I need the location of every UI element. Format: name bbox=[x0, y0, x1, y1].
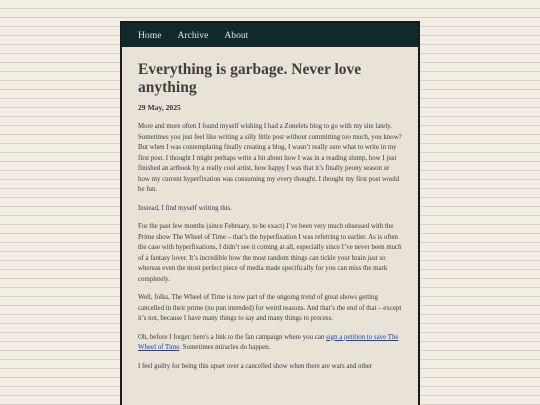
post-paragraph-3-text-a: For the past few months (since February, to be exact) I’ve been very much obsessed with the Prime show The Wheel of Time – that’s the hyperfixation I was referring to earlier. As is often the case with hyperfixations, I didn’t see it coming at all, especially since I’ve never been much of a fantasy lover. It’s incredible how the most random things can tickle your brain bbox=[138, 223, 402, 262]
nav-home-link[interactable]: Home bbox=[138, 29, 162, 41]
post-paragraph-3-text-b: whereas even the most perfect piece of media made specifically for you can miss the mark completely. bbox=[138, 265, 388, 283]
post-paragraph-4: Well, folks, The Wheel of Time is now part of the ongoing trend of great shows getting cancelled in their prime (no pun intended) for weird reasons. And that’s the end of that – except it’s not, because I have many things to say and many things to process. bbox=[138, 294, 402, 322]
post-article bbox=[122, 47, 418, 372]
post-date: 29 May, 2025 bbox=[138, 103, 181, 112]
blog-page bbox=[120, 21, 420, 405]
top-nav bbox=[122, 23, 418, 47]
post-paragraph-6: I feel guilty for being this upset over a cancelled show when there are wars and other bbox=[138, 362, 373, 370]
post-paragraph-3-emphasis: just so bbox=[367, 254, 386, 262]
nav-about-link[interactable]: About bbox=[224, 29, 249, 41]
post-paragraph-3 bbox=[138, 222, 402, 285]
post-title: Everything is garbage. Never love anything bbox=[138, 61, 362, 96]
nav-archive-link[interactable]: Archive bbox=[177, 29, 209, 41]
petition-link[interactable]: sign a petition to save The Wheel of Time bbox=[138, 333, 399, 351]
post-paragraph-2: Instead, I find myself writing this. bbox=[138, 204, 232, 212]
post-paragraph-5 bbox=[138, 333, 402, 354]
post-paragraph-5-text-b: . Sometimes miracles do happen. bbox=[179, 344, 271, 351]
post-paragraph-5-text-a: Oh, before I forget: here's a link to the fan campaign where you can bbox=[138, 333, 327, 341]
post-paragraph-1: More and more often I found myself wishing I had a Zonelets blog to go with my site lately. Sometimes you just feel like writing a silly little post without committing too much, you know? But when I was contemplating finally creating a blog, I wasn’t really sure what to write in my first post. I thought I might perhaps write a bit about how I was in a reading slump, how I just finished an artbook by a really cool artist, how happy I was that it’s finally peony season or how my current hyperfixation was consuming my every thought. I thought my first post would be fun. bbox=[138, 123, 402, 193]
